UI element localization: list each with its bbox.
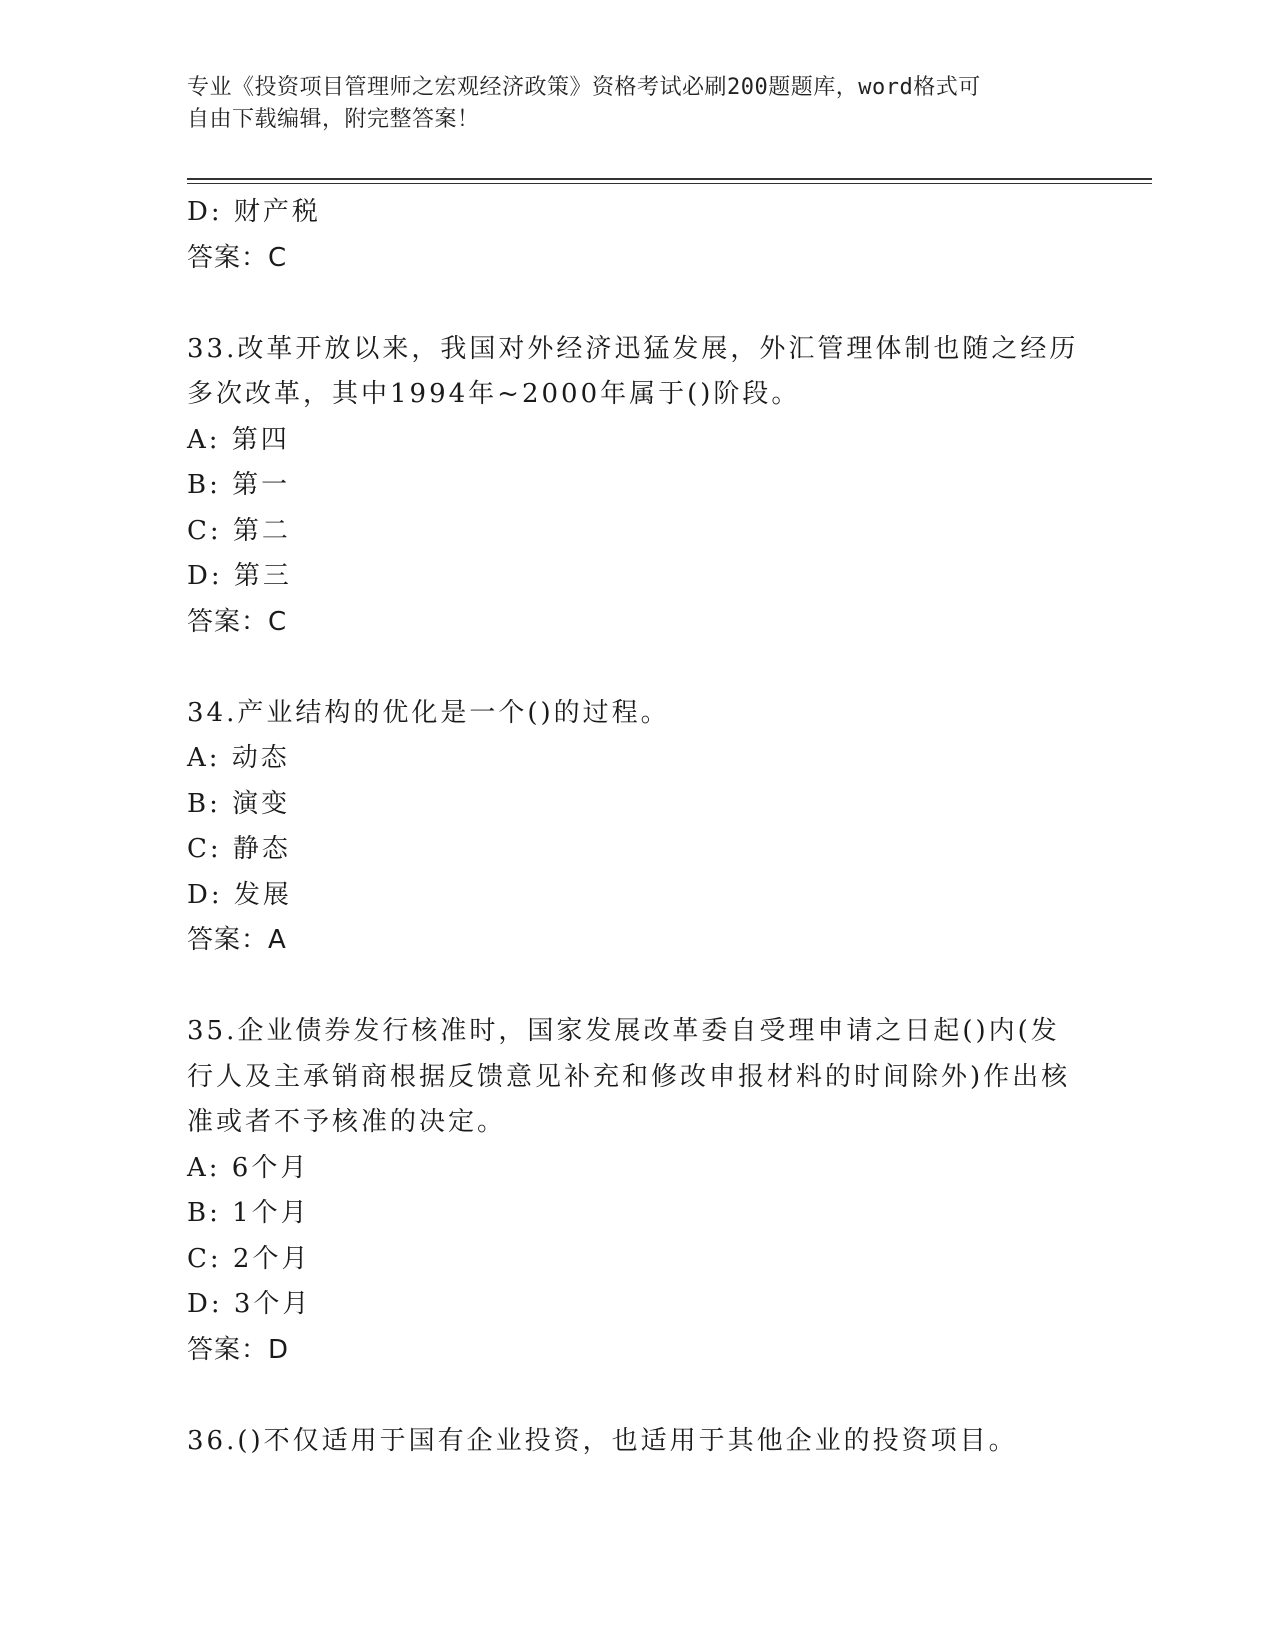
answer: 答案：C xyxy=(187,242,288,273)
page-header xyxy=(187,72,1067,136)
option-d: D: 财产税 xyxy=(187,197,321,227)
option-c: C: 静态 xyxy=(187,834,291,864)
option-d: D: 发展 xyxy=(187,879,292,910)
option-d: D: 3个月 xyxy=(187,1289,312,1319)
header-line-2: 自由下载编辑，附完整答案！ xyxy=(187,107,480,132)
option-b: B: 第一 xyxy=(187,470,291,500)
option-d: D: 第三 xyxy=(187,561,292,591)
question-text: 36.()不仅适用于国有企业投资，也适用于其他企业的投资项目。 xyxy=(187,1425,1018,1456)
option-a: A: 6个月 xyxy=(187,1152,310,1183)
header-divider-thick xyxy=(187,178,1152,180)
question-text: 35.企业债券发行核准时，国家发展改革委自受理申请之日起()内(发 xyxy=(187,1016,1060,1046)
question-35 xyxy=(187,1009,1087,1373)
option-a: A: 动态 xyxy=(187,743,290,773)
question-content xyxy=(187,190,1087,1464)
question-text: 准或者不予核准的决定。 xyxy=(187,1107,507,1137)
spacer xyxy=(187,1373,1087,1419)
header-divider-thin xyxy=(187,183,1152,184)
question-text: 行人及主承销商根据反馈意见补充和修改申报材料的时间除外)作出核 xyxy=(187,1061,1071,1092)
option-b: B: 1个月 xyxy=(187,1198,310,1228)
question-33 xyxy=(187,327,1087,646)
spacer xyxy=(187,964,1087,1010)
option-a: A: 第四 xyxy=(187,424,290,455)
question-text: 34.产业结构的优化是一个()的过程。 xyxy=(187,697,670,728)
question-34 xyxy=(187,691,1087,964)
option-c: C: 第二 xyxy=(187,515,291,546)
option-b: B: 演变 xyxy=(187,788,291,819)
spacer xyxy=(187,281,1087,327)
answer: 答案：A xyxy=(187,925,287,955)
spacer xyxy=(187,645,1087,691)
header-line-1: 专业《投资项目管理师之宏观经济政策》资格考试必刷200题题库，word格式可 xyxy=(187,75,981,100)
option-c: C: 2个月 xyxy=(187,1243,311,1274)
answer: 答案：D xyxy=(187,1334,290,1365)
question-text: 33.改革开放以来，我国对外经济迅猛发展，外汇管理体制也随之经历 xyxy=(187,333,1079,364)
question-36 xyxy=(187,1419,1087,1465)
answer: 答案：C xyxy=(187,606,288,637)
question-text: 多次改革，其中1994年~2000年属于()阶段。 xyxy=(187,379,801,409)
